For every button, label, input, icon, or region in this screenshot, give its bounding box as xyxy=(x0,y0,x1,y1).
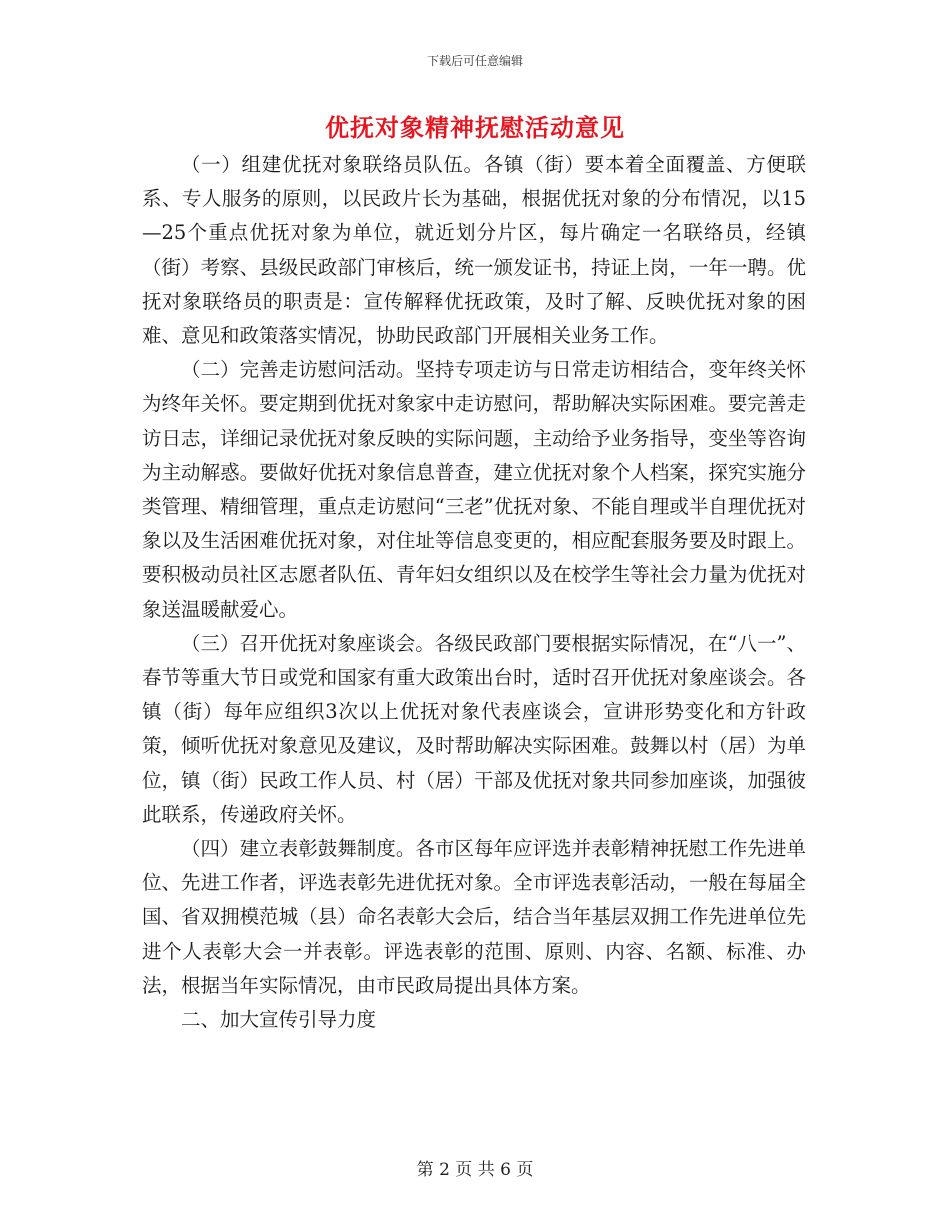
paragraph-4: （四）建立表彰鼓舞制度。各市区每年应评选并表彰精神抚慰工作先进单位、先进工作者，评选表彰先进优抚对象。全市评选表彰活动，一般在每届全国、省双拥模范城（县）命名表彰大会后，结合当年基层双拥工作先进单位先进个人表彰大会一并表彰。评选表彰的范围、原则、内容、名额、标准、办法，根据当年实际情况，由市民政局提出具体方案。 xyxy=(142,837,806,997)
section-heading: 二、加大宣传引导力度 xyxy=(181,1008,377,1032)
paragraph-3: （三）召开优抚对象座谈会。各级民政部门要根据实际情况，在“八一”、春节等重大节日或党和国家有重大政策出台时，适时召开优抚对象座谈会。各镇（街）每年应组织3次以上优抚对象代表座谈会，宣讲形势变化和方针政策，倾听优抚对象意见及建议，及时帮助解决实际困难。鼓舞以村（居）为单位，镇（街）民政工作人员、村（居）干部及优抚对象共同参加座谈，加强彼此联系，传递政府关怀。 xyxy=(142,631,806,826)
paragraph-2: （二）完善走访慰问活动。坚持专项走访与日常走访相结合，变年终关怀为终年关怀。要定期到优抚对象家中走访慰问，帮助解决实际困难。要完善走访日志，详细记录优抚对象反映的实际问题，主动给予业务指导，变坐等咨询为主动解惑。要做好优抚对象信息普查，建立优抚对象个人档案，探究实施分类管理、精细管理，重点走访慰问“三老”优抚对象、不能自理或半自理优抚对象以及生活困难优抚对象，对住址等信息变更的，相应配套服务要及时跟上。要积极动员社区志愿者队伍、青年妇女组织以及在校学生等社会力量为优抚对象送温暖献爱心。 xyxy=(142,358,806,621)
page-number: 第 2 页 共 6 页 xyxy=(416,1160,534,1180)
document-title: 优抚对象精神抚慰活动意见 xyxy=(325,113,625,142)
document-body xyxy=(142,148,806,1037)
paragraph-1: （一）组建优抚对象联络员队伍。各镇（街）要本着全面覆盖、方便联系、专人服务的原则，以民政片长为基础，根据优抚对象的分布情况，以15—25个重点优抚对象为单位，就近划分片区，每片确定一名联络员，经镇（街）考察、县级民政部门审核后，统一颁发证书，持证上岗，一年一聘。优抚对象联络员的职责是：宣传解释优抚政策，及时了解、反映优抚对象的困难、意见和政策落实情况，协助民政部门开展相关业务工作。 xyxy=(142,153,806,348)
header-note: 下载后可任意编辑 xyxy=(426,54,523,68)
